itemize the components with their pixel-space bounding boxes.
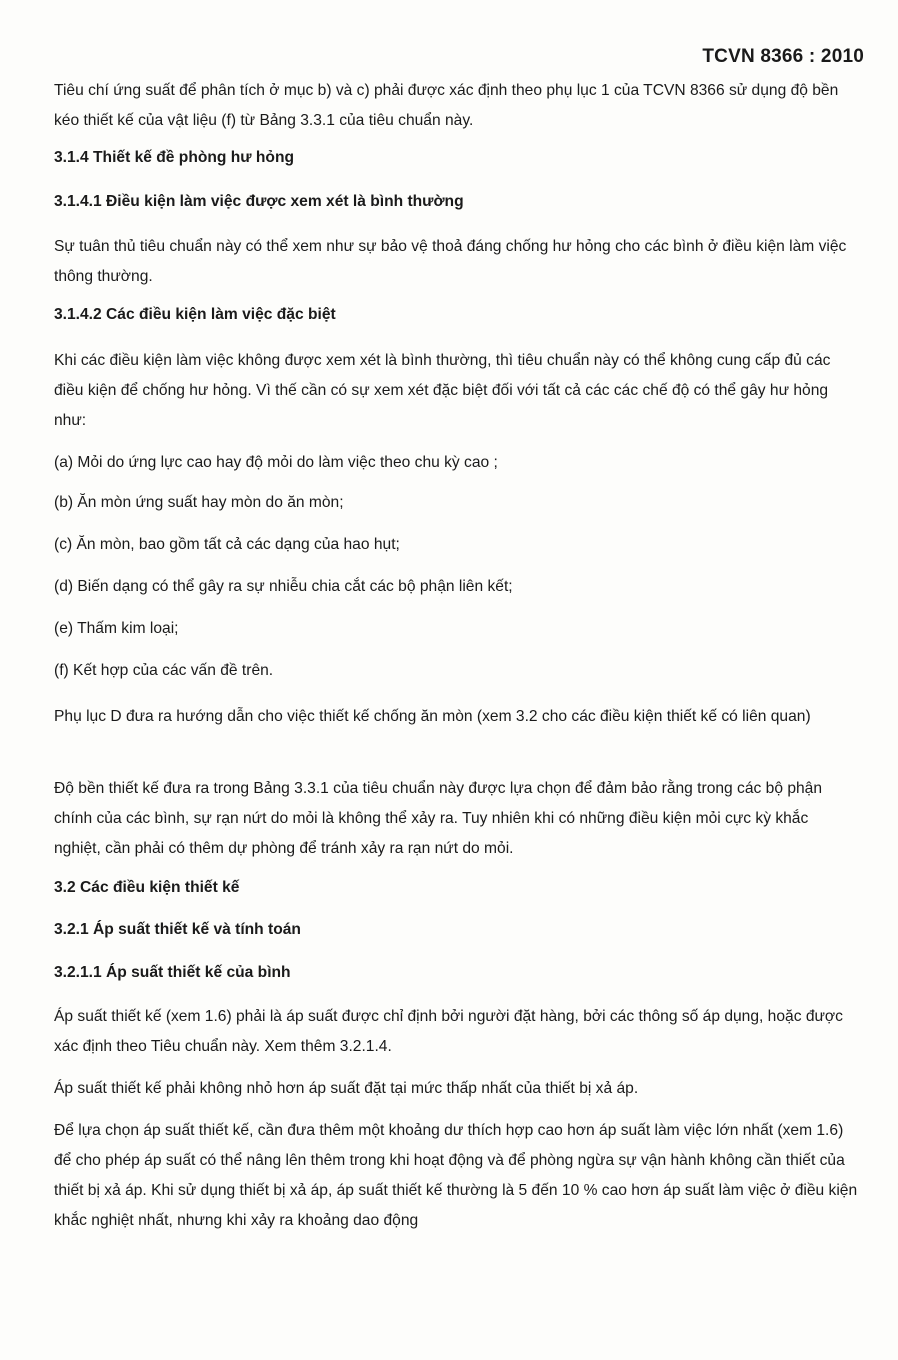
list-item-d: (d) Biến dạng có thể gây ra sự nhiễu chia cắt các bộ phận liên kết; (54, 578, 513, 595)
list-item-f: (f) Kết hợp của các vấn đề trên. (54, 662, 274, 679)
list-item-e: (e) Thấm kim loại; (54, 620, 179, 637)
paragraph-appendix-d: Phụ lục D đưa ra hướng dẫn cho việc thiết kế chống ăn mòn (xem 3.2 cho các điều kiện thiết kế có liên quan) (54, 708, 811, 725)
paragraph-special-conditions: Khi các điều kiện làm việc không được xem xét là bình thường, thì tiêu chuẩn này có thể không cung cấp đủ các điều kiện để chống hư hỏng. Vì thế cần có sự xem xét đặc biệt đối với tất cả các các chế độ có thể gây hư hỏng như: (54, 352, 831, 429)
heading-3-1-4-2: 3.1.4.2 Các điều kiện làm việc đặc biệt (54, 306, 336, 323)
heading-3-2-1: 3.2.1 Áp suất thiết kế và tính toán (54, 921, 301, 938)
paragraph-normal-conditions: Sự tuân thủ tiêu chuẩn này có thể xem như sự bảo vệ thoả đáng chống hư hỏng cho các bình ở điều kiện làm việc thông thường. (54, 238, 847, 285)
paragraph-stress-criteria: Tiêu chí ứng suất để phân tích ở mục b) và c) phải được xác định theo phụ lục 1 của TCVN 8366 sử dụng độ bền kéo thiết kế của vật liệu (f) từ Bảng 3.3.1 của tiêu chuẩn này. (54, 82, 839, 129)
heading-3-1-4-1: 3.1.4.1 Điều kiện làm việc được xem xét là bình thường (54, 193, 464, 210)
paragraph-pressure-selection: Để lựa chọn áp suất thiết kế, cần đưa thêm một khoảng dư thích hợp cao hơn áp suất làm việc lớn nhất (xem 1.6) để cho phép áp suất có thể nâng lên thêm trong khi hoạt động và để phòng ngừa sự vận hành không cần thiết của thiết bị xả áp. Khi sử dụng thiết bị xả áp, áp suất thiết kế thường là 5 đến 10 % cao hơn áp suất làm việc ở điều kiện khắc nghiệt nhất, nhưng khi xảy ra khoảng dao động (54, 1122, 858, 1229)
heading-3-1-4: 3.1.4 Thiết kế đề phòng hư hỏng (54, 149, 295, 166)
heading-3-2-1-1: 3.2.1.1 Áp suất thiết kế của bình (54, 964, 291, 981)
list-item-a: (a) Mỏi do ứng lực cao hay độ mỏi do làm việc theo chu kỳ cao ; (54, 454, 498, 471)
heading-3-2: 3.2 Các điều kiện thiết kế (54, 879, 240, 896)
standard-code: TCVN 8366 : 2010 (702, 46, 864, 67)
list-item-b: (b) Ăn mòn ứng suất hay mòn do ăn mòn; (54, 494, 344, 511)
paragraph-design-strength: Độ bền thiết kế đưa ra trong Bảng 3.3.1 của tiêu chuẩn này được lựa chọn để đảm bảo rằng trong các bộ phận chính của các bình, sự rạn nứt do mỏi là không thể xảy ra. Tuy nhiên khi có những điều kiện mỏi cực kỳ khắc nghiệt, cần phải có thêm dự phòng để tránh xảy ra rạn nứt do mỏi. (54, 780, 823, 857)
paragraph-design-pressure: Áp suất thiết kế (xem 1.6) phải là áp suất được chỉ định bởi người đặt hàng, bởi các thông số áp dụng, hoặc được xác định theo Tiêu chuẩn này. Xem thêm 3.2.1.4. (54, 1008, 843, 1055)
list-item-c: (c) Ăn mòn, bao gồm tất cả các dạng của hao hụt; (54, 536, 400, 553)
paragraph-minimum-pressure: Áp suất thiết kế phải không nhỏ hơn áp suất đặt tại mức thấp nhất của thiết bị xả áp. (54, 1080, 639, 1097)
